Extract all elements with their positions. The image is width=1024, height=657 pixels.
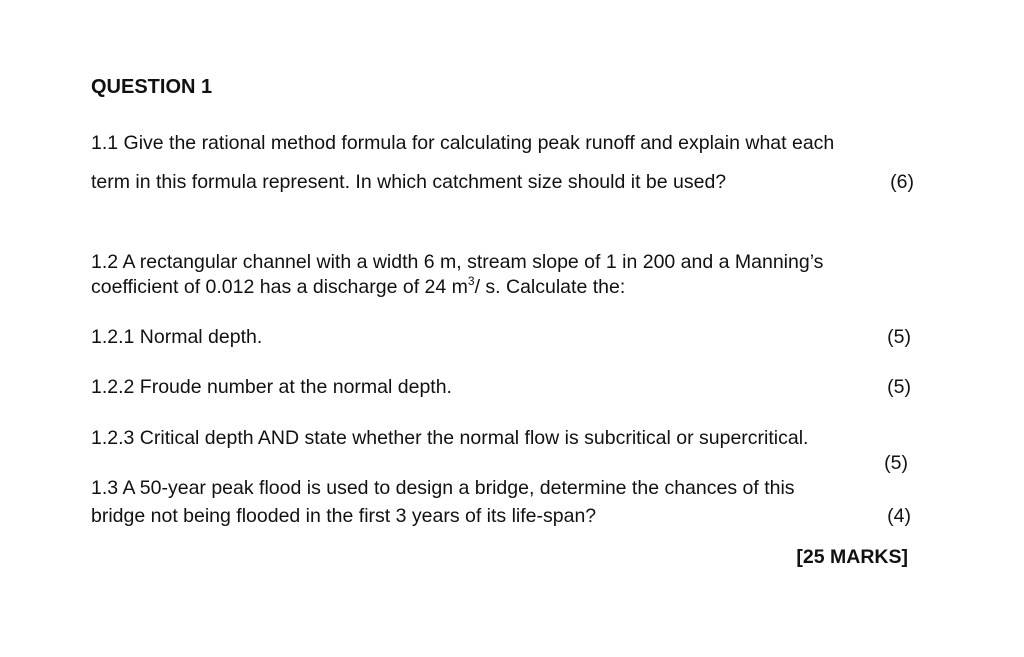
q1-2-line-1: 1.2 A rectangular channel with a width 6 m, stream slope of 1 in 200 and a Manning’s [91,251,824,273]
q1-3-marks: (4) [887,505,911,527]
q1-1-line-2: term in this formula represent. In which catchment size should it be used? [91,171,727,193]
q1-1-line-1: 1.1 Give the rational method formula for calculating peak runoff and explain what each [91,132,835,154]
q1-2-3-marks: (5) [884,452,908,474]
q1-3-line-1: 1.3 A 50-year peak flood is used to design a bridge, determine the chances of this [91,477,795,499]
total-marks: [25 MARKS] [796,546,908,568]
q1-2-line-2 [91,275,625,299]
q1-1-marks: (6) [890,171,914,193]
q1-2-2-marks: (5) [887,376,911,398]
q1-2-superscript: 3 [467,273,475,288]
q1-2-3-text: 1.2.3 Critical depth AND state whether the normal flow is subcritical or supercritical. [91,427,809,449]
q1-2-line-2-text: coefficient of 0.012 has a discharge of 24 m [91,276,468,298]
q1-2-1-marks: (5) [887,326,911,348]
q1-3-line-2: bridge not being flooded in the first 3 years of its life-span? [91,505,597,527]
q1-2-2-text: 1.2.2 Froude number at the normal depth. [91,376,452,398]
q1-2-line-2-suffix: / s. Calculate the: [474,276,626,298]
q1-2-1-text: 1.2.1 Normal depth. [91,326,263,348]
question-title: QUESTION 1 [91,76,213,98]
